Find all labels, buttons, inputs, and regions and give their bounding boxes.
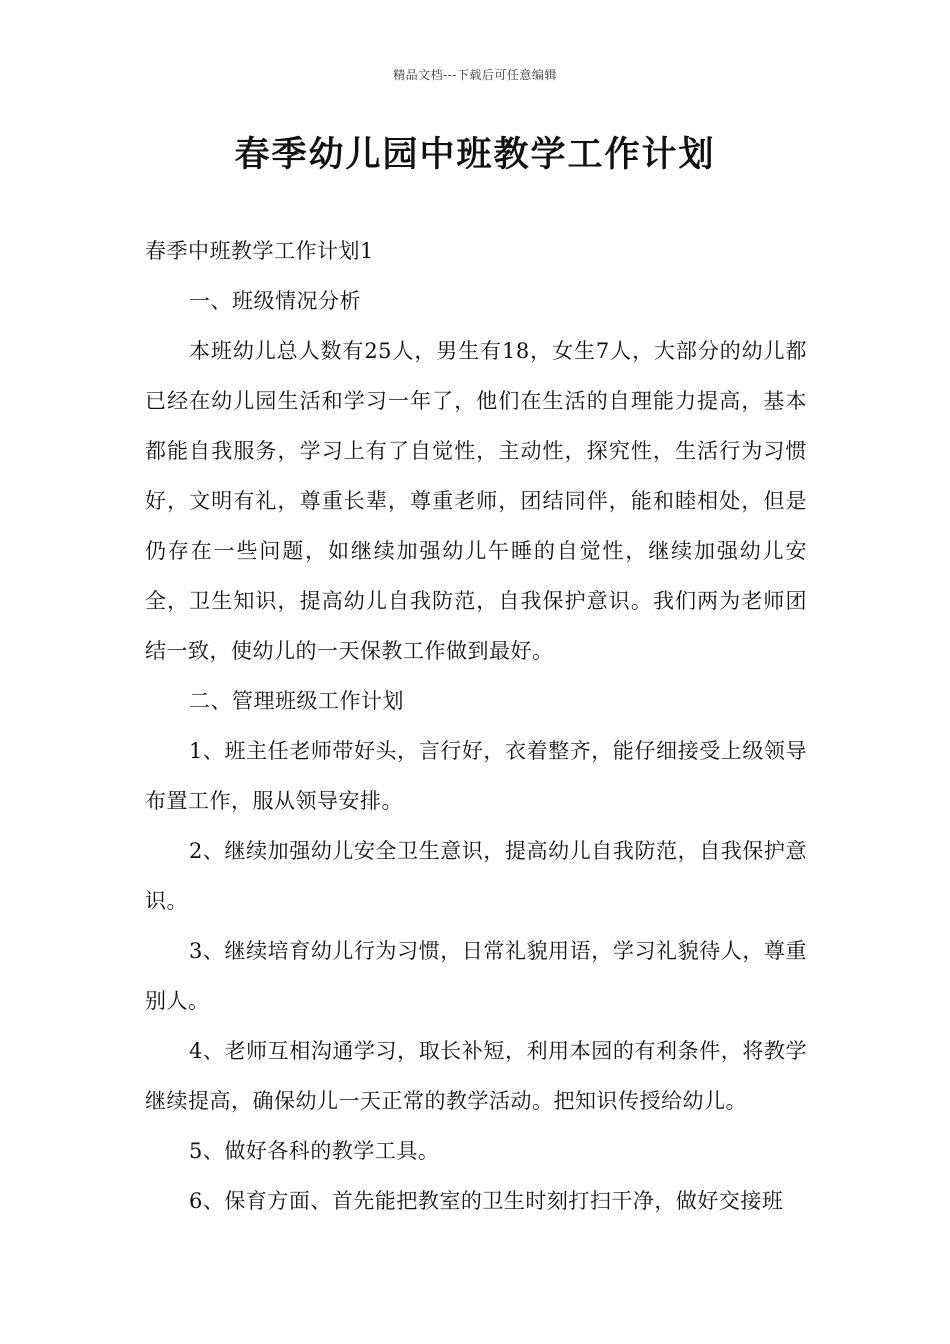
list-item-4: 4、老师互相沟通学习，取长补短，利用本园的有利条件，将教学继续提高，确保幼儿一天正常的教学活动。把知识传授给幼儿。 xyxy=(145,1039,807,1113)
list-item-1: 1、班主任老师带好头，言行好，衣着整齐，能仔细接受上级领导布置工作，服从领导安排。 xyxy=(145,739,807,813)
heading-class-management: 二、管理班级工作计划 xyxy=(189,689,404,713)
document-title: 春季幼儿园中班教学工作计划 xyxy=(234,134,716,175)
section-subtitle: 春季中班教学工作计划1 xyxy=(145,239,374,263)
list-item-2: 2、继续加强幼儿安全卫生意识，提高幼儿自我防范，自我保护意识。 xyxy=(145,839,807,913)
list-item-3: 3、继续培育幼儿行为习惯，日常礼貌用语，学习礼貌待人，尊重别人。 xyxy=(145,939,807,1013)
heading-class-analysis: 一、班级情况分析 xyxy=(189,289,361,313)
list-item-6: 6、保育方面、首先能把教室的卫生时刻打扫干净，做好交接班 xyxy=(189,1189,784,1213)
list-item-5: 5、做好各科的教学工具。 xyxy=(189,1139,440,1163)
header-note: 精品文档---下载后可任意编辑 xyxy=(393,68,557,82)
paragraph-class-analysis: 本班幼儿总人数有25人，男生有18，女生7人，大部分的幼儿都已经在幼儿园生活和学习一年了，他们在生活的自理能力提高，基本都能自我服务，学习上有了自觉性，主动性，探究性，生活行为习惯好，文明有礼，尊重长辈，尊重老师，团结同伴，能和睦相处，但是仍存在一些问题，如继续加强幼儿午睡的自觉性，继续加强幼儿安全，卫生知识，提高幼儿自我防范，自我保护意识。我们两为老师团结一致，使幼儿的一天保教工作做到最好。 xyxy=(145,339,807,663)
document-body xyxy=(145,226,807,1226)
